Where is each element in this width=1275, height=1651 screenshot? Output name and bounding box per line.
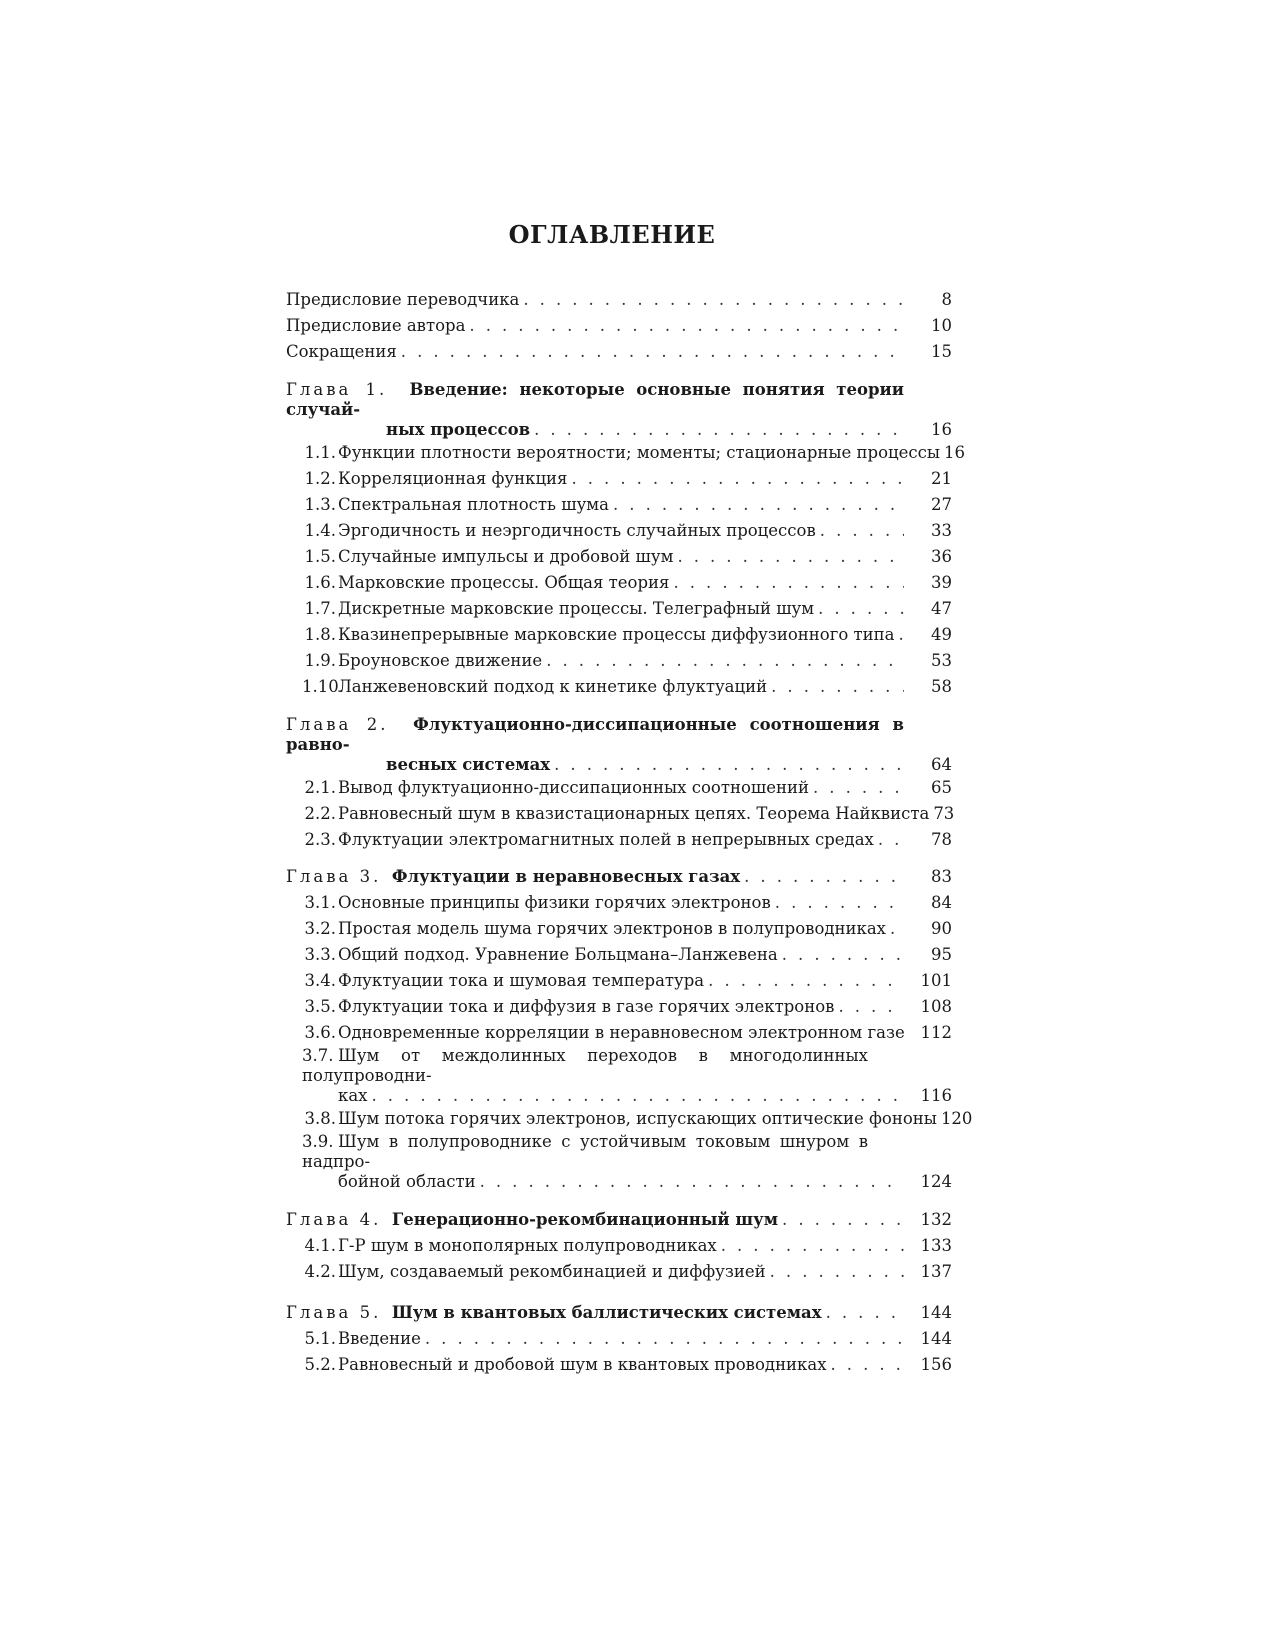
section-number: 1.8. xyxy=(304,625,336,644)
page-number: 156 xyxy=(920,1355,952,1374)
page-number: 120 xyxy=(940,1109,973,1128)
page-number: 133 xyxy=(920,1236,952,1255)
section-number: 3.2. xyxy=(304,919,336,938)
section-label: Шум в полупроводнике с устойчивым токовым шнуром в надпро- xyxy=(302,1132,868,1171)
section-number: 1.10. xyxy=(302,677,344,696)
section-label: Общий подход. Уравнение Больцмана–Ланжевена xyxy=(338,945,778,964)
toc-section[interactable] xyxy=(286,1326,952,1352)
dot-leader xyxy=(874,827,904,853)
chapter-prefix: Глава 1. xyxy=(286,380,388,399)
dot-leader xyxy=(827,1352,904,1378)
dot-leader xyxy=(567,466,904,492)
section-label: Введение xyxy=(338,1329,421,1348)
section-label: Шум, создаваемый рекомбинацией и диффузией xyxy=(338,1262,766,1281)
page-number: 10 xyxy=(931,316,952,335)
toc-section[interactable] xyxy=(286,596,952,622)
section-number: 1.5. xyxy=(304,547,336,566)
dot-leader xyxy=(542,648,904,674)
toc-section[interactable] xyxy=(286,916,952,942)
chapter-prefix: Глава 5. xyxy=(286,1303,382,1322)
section-number: 1.9. xyxy=(304,651,336,670)
dot-leader xyxy=(609,492,904,518)
page-number: 27 xyxy=(931,495,952,514)
dot-leader xyxy=(476,1172,904,1192)
toc-section[interactable] xyxy=(286,1352,952,1378)
section-number: 1.3. xyxy=(304,495,336,514)
toc-section[interactable] xyxy=(286,622,952,648)
entry-label: Предисловие автора xyxy=(286,316,466,335)
toc-chapter-2-heading-cont[interactable] xyxy=(286,755,952,775)
toc-section[interactable] xyxy=(286,827,952,853)
section-number: 1.1. xyxy=(304,443,336,462)
entry-label: Предисловие переводчика xyxy=(286,290,520,309)
page-number: 90 xyxy=(931,919,952,938)
page-number: 124 xyxy=(920,1172,952,1191)
page-number: 39 xyxy=(931,573,952,592)
section-number: 1.6. xyxy=(304,573,336,592)
toc-section[interactable] xyxy=(286,648,952,674)
section-number: 2.3. xyxy=(304,830,336,849)
section-label: Дискретные марковские процессы. Телеграфный шум xyxy=(338,599,815,618)
section-label: Ланжевеновский подход к кинетике флуктуаций xyxy=(338,677,768,696)
section-label: Г-Р шум в монополярных полупроводниках xyxy=(338,1236,717,1255)
toc-section[interactable] xyxy=(286,1233,952,1259)
toc-entry-abbreviations[interactable] xyxy=(286,339,952,365)
page-number: 8 xyxy=(941,290,952,309)
dot-leader xyxy=(814,596,904,622)
page-number: 101 xyxy=(920,971,952,990)
dot-leader xyxy=(704,968,904,994)
section-label: Шум потока горячих электронов, испускающих оптические фононы xyxy=(338,1109,937,1128)
section-label: Шум от междолинных переходов в многодолинных полупроводни- xyxy=(302,1046,868,1085)
chapter-title: Генерационно-рекомбинационный шум xyxy=(391,1210,779,1229)
toc-section[interactable] xyxy=(286,492,952,518)
page-number: 73 xyxy=(933,804,955,823)
dot-leader xyxy=(778,1207,904,1233)
page-number: 132 xyxy=(920,1210,952,1229)
page-number: 64 xyxy=(931,755,952,774)
section-number: 5.2. xyxy=(304,1355,336,1374)
toc-section[interactable] xyxy=(286,801,955,827)
dot-leader xyxy=(767,674,904,700)
page-number: 78 xyxy=(931,830,952,849)
toc-section[interactable] xyxy=(286,518,952,544)
toc-chapter-4-heading[interactable] xyxy=(286,1207,952,1233)
dot-leader xyxy=(465,313,904,339)
dot-leader xyxy=(895,622,905,648)
section-label: Спектральная плотность шума xyxy=(338,495,609,514)
page-number: 21 xyxy=(931,469,952,488)
chapter-title-cont: весных системах xyxy=(386,755,551,774)
section-label: Корреляционная функция xyxy=(338,469,568,488)
section-label: Эргодичность и неэргодичность случайных процессов xyxy=(338,521,816,540)
chapter-prefix: Глава 4. xyxy=(286,1210,382,1229)
entry-label: Сокращения xyxy=(286,342,397,361)
toc-section[interactable] xyxy=(286,968,952,994)
section-number: 2.1. xyxy=(304,778,336,797)
page-number: 116 xyxy=(920,1086,952,1105)
toc-section[interactable] xyxy=(286,1259,952,1285)
page-number: 95 xyxy=(931,945,952,964)
page-number: 58 xyxy=(931,677,952,696)
toc-chapter-5-heading[interactable] xyxy=(286,1300,952,1326)
toc-section[interactable] xyxy=(286,890,952,916)
toc-section[interactable] xyxy=(286,544,952,570)
dot-leader xyxy=(886,916,904,942)
toc-section[interactable] xyxy=(286,440,966,466)
toc-section[interactable] xyxy=(286,994,952,1020)
toc-section[interactable] xyxy=(286,674,952,700)
page-number: 33 xyxy=(931,521,952,540)
dot-leader xyxy=(550,755,904,775)
section-label: Равновесный шум в квазистационарных цепях. Теорема Найквиста xyxy=(338,804,930,823)
page-number: 53 xyxy=(931,651,952,670)
chapter-title: Введение: некоторые основные понятия теории случай- xyxy=(286,380,904,419)
page-number: 36 xyxy=(931,547,952,566)
section-number: 3.7. xyxy=(302,1046,334,1065)
section-title-line xyxy=(286,1046,868,1086)
section-label-cont: бойной области xyxy=(338,1172,476,1191)
section-number: 1.7. xyxy=(304,599,336,618)
toc-section[interactable] xyxy=(286,775,952,801)
section-number: 3.9. xyxy=(302,1132,334,1151)
dot-leader xyxy=(530,420,904,440)
section-number: 2.2. xyxy=(304,804,336,823)
page-number: 112 xyxy=(920,1023,952,1042)
toc-entry-translator-preface[interactable] xyxy=(286,287,952,313)
chapter-title: Шум в квантовых баллистических системах xyxy=(391,1303,822,1322)
section-label: Основные принципы физики горячих электронов xyxy=(338,893,771,912)
chapter-title-line xyxy=(286,715,904,755)
toc-section[interactable] xyxy=(286,1020,952,1046)
section-number: 3.5. xyxy=(304,997,336,1016)
chapter-title: Флуктуационно-диссипационные соотношения в равно- xyxy=(286,715,904,754)
chapter-prefix: Глава 2. xyxy=(286,715,389,734)
section-number: 1.2. xyxy=(304,469,336,488)
chapter-title-line xyxy=(286,380,904,420)
section-label: Функции плотности вероятности; моменты; стационарные процессы xyxy=(338,443,941,462)
toc-section-3-9-cont[interactable] xyxy=(286,1172,952,1192)
page-number: 49 xyxy=(931,625,952,644)
chapter-prefix: Глава 3. xyxy=(286,867,382,886)
dot-leader xyxy=(834,994,904,1020)
section-number: 1.4. xyxy=(304,521,336,540)
section-label: Случайные импульсы и дробовой шум xyxy=(338,547,674,566)
toc-section[interactable] xyxy=(286,1106,973,1132)
toc-entry-author-preface[interactable] xyxy=(286,313,952,339)
dot-leader xyxy=(397,339,904,365)
toc-chapter-2-heading[interactable] xyxy=(286,715,952,755)
section-label: Равновесный и дробовой шум в квантовых проводниках xyxy=(338,1355,827,1374)
toc-section-3-7[interactable] xyxy=(286,1046,952,1086)
dot-leader xyxy=(771,890,904,916)
toc-chapter-1-heading-cont[interactable] xyxy=(286,420,952,440)
section-number: 4.1. xyxy=(304,1236,336,1255)
dot-leader xyxy=(673,544,904,570)
page-number: 83 xyxy=(931,867,952,886)
toc-section[interactable] xyxy=(286,570,952,596)
section-number: 4.2. xyxy=(304,1262,336,1281)
section-label: Броуновское движение xyxy=(338,651,543,670)
section-number: 3.4. xyxy=(304,971,336,990)
section-title-line xyxy=(286,1132,868,1172)
section-number: 3.6. xyxy=(304,1023,336,1042)
page-number: 16 xyxy=(931,420,952,439)
toc-section-3-9[interactable] xyxy=(286,1132,952,1172)
page-number: 84 xyxy=(931,893,952,912)
dot-leader xyxy=(421,1326,904,1352)
page-number: 144 xyxy=(920,1329,952,1348)
dot-leader xyxy=(717,1233,904,1259)
section-number: 5.1. xyxy=(304,1329,336,1348)
dot-leader xyxy=(766,1259,904,1285)
dot-leader xyxy=(822,1300,904,1326)
dot-leader xyxy=(367,1086,904,1106)
toc-section-3-7-cont[interactable] xyxy=(286,1086,952,1106)
table-of-contents xyxy=(286,287,973,1378)
page-title: ОГЛАВЛЕНИЕ xyxy=(508,220,716,249)
dot-leader xyxy=(809,775,904,801)
section-label: Флуктуации тока и шумовая температура xyxy=(338,971,705,990)
section-number: 3.3. xyxy=(304,945,336,964)
toc-chapter-1-heading[interactable] xyxy=(286,380,952,420)
section-label: Вывод флуктуационно-диссипационных соотношений xyxy=(338,778,809,797)
section-number: 3.1. xyxy=(304,893,336,912)
page-number: 108 xyxy=(920,997,952,1016)
page-number: 47 xyxy=(931,599,952,618)
section-label: Квазинепрерывные марковские процессы диффузионного типа xyxy=(338,625,895,644)
page-number: 65 xyxy=(931,778,952,797)
dot-leader xyxy=(669,570,904,596)
page-number: 16 xyxy=(944,443,966,462)
section-label: Марковские процессы. Общая теория xyxy=(338,573,670,592)
toc-section[interactable] xyxy=(286,942,952,968)
chapter-title-cont: ных процессов xyxy=(386,420,531,439)
section-label: Простая модель шума горячих электронов в полупроводниках xyxy=(338,919,886,938)
dot-leader xyxy=(816,518,904,544)
toc-section[interactable] xyxy=(286,466,952,492)
page-number: 137 xyxy=(920,1262,952,1281)
page-number: 15 xyxy=(931,342,952,361)
section-label-cont: ках xyxy=(338,1086,368,1105)
dot-leader xyxy=(519,287,904,313)
chapter-title: Флуктуации в неравновесных газах xyxy=(391,867,741,886)
section-number: 3.8. xyxy=(304,1109,336,1128)
dot-leader xyxy=(740,864,904,890)
section-label: Флуктуации тока и диффузия в газе горячих электронов xyxy=(338,997,835,1016)
toc-chapter-3-heading[interactable] xyxy=(286,864,952,890)
section-label: Флуктуации электромагнитных полей в непрерывных средах xyxy=(338,830,874,849)
section-label: Одновременные корреляции в неравновесном электронном газе xyxy=(338,1023,905,1042)
dot-leader xyxy=(778,942,904,968)
page-number: 144 xyxy=(920,1303,952,1322)
